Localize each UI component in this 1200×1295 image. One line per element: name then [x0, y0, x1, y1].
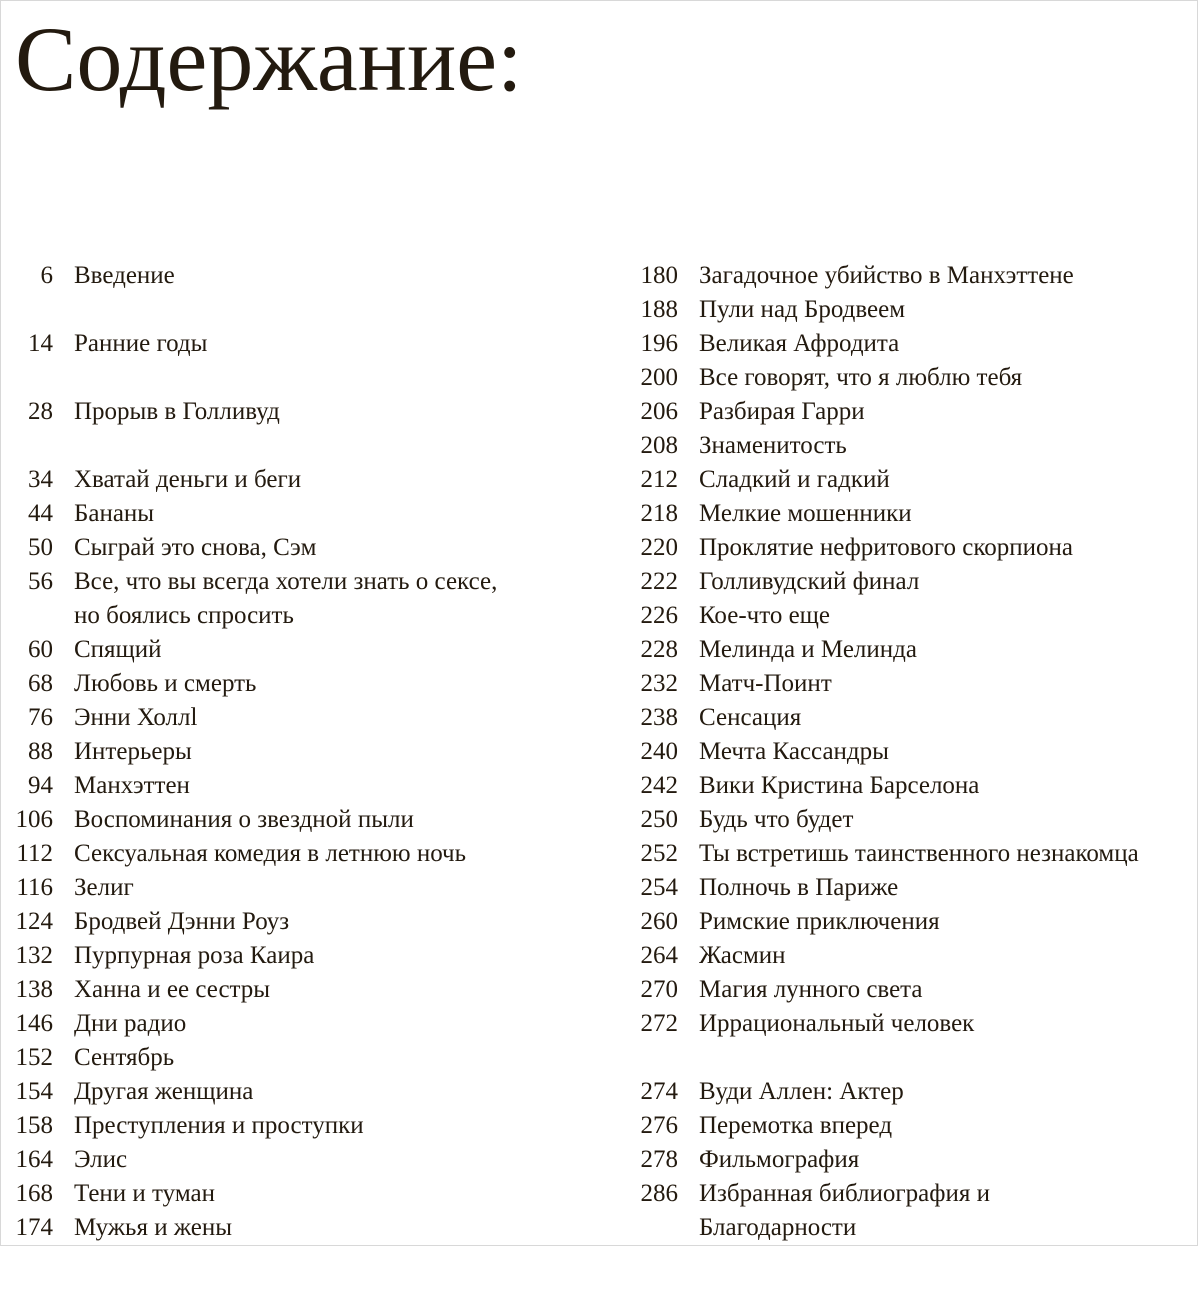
toc-page-number: 14 — [28, 330, 53, 357]
toc-entry-title: Полночь в Париже — [699, 874, 899, 901]
toc-page-number: 112 — [16, 840, 53, 867]
toc-entry-title: Перемотка вперед — [699, 1112, 893, 1139]
toc-entry-title: Вуди Аллен: Актер — [699, 1078, 904, 1105]
toc-entry-title: Будь что будет — [699, 806, 854, 833]
toc-entry — [1, 803, 601, 837]
toc-page-number: 270 — [640, 976, 678, 1003]
toc-page-number: 68 — [28, 670, 53, 697]
toc-page-number: 260 — [640, 908, 678, 935]
toc-entry-title: Любовь и смерть — [74, 670, 257, 697]
toc-entry-title: Все, что вы всегда хотели знать о сексе, но боялись спросить — [74, 568, 498, 629]
toc-entry — [611, 1177, 1199, 1245]
toc-entry-title: Кое-что еще — [699, 602, 831, 629]
toc-entry — [1, 735, 601, 769]
toc-entry-title: Иррациональный человек — [699, 1010, 975, 1037]
toc-entry-title: Магия лунного света — [699, 976, 923, 1003]
toc-entry — [611, 905, 1199, 939]
toc-entry-title: Бананы — [74, 500, 155, 527]
toc-entry — [1, 633, 601, 667]
toc-entry — [611, 497, 1199, 531]
toc-page-number: 220 — [640, 534, 678, 561]
toc-entry — [1, 871, 601, 905]
toc-entry — [1, 1143, 601, 1177]
toc-page-number: 138 — [15, 976, 53, 1003]
toc-entry — [1, 939, 601, 973]
toc-entry-title: Голливудский финал — [699, 568, 920, 595]
toc-entry — [1, 837, 601, 871]
toc-entry — [611, 463, 1199, 497]
toc-page-number: 232 — [640, 670, 678, 697]
toc-entry — [611, 837, 1199, 871]
toc-page-number: 272 — [640, 1010, 678, 1037]
toc-page-number: 212 — [640, 466, 678, 493]
toc-page-number: 168 — [15, 1180, 53, 1207]
toc-entry-title: Энни Холлl — [74, 704, 198, 731]
toc-entry-title: Преступления и проступки — [74, 1112, 364, 1139]
toc-entry-title: Элис — [74, 1146, 128, 1173]
toc-entry-title: Манхэттен — [74, 772, 190, 799]
toc-entry — [611, 531, 1199, 565]
toc-entry — [611, 1109, 1199, 1143]
toc-entry — [611, 565, 1199, 599]
toc-entry — [611, 735, 1199, 769]
toc-entry — [611, 1075, 1199, 1109]
toc-entry — [1, 1177, 601, 1211]
toc-page-number: 200 — [640, 364, 678, 391]
toc-page-number: 238 — [640, 704, 678, 731]
toc-entry-title: Сыграй это снова, Сэм — [74, 534, 317, 561]
toc-page-number: 274 — [640, 1078, 678, 1105]
toc-page-number: 124 — [15, 908, 53, 935]
toc-entry — [611, 769, 1199, 803]
toc-entry-title: Мелкие мошенники — [699, 500, 912, 527]
toc-entry — [1, 1211, 601, 1245]
toc-entry — [611, 803, 1199, 837]
toc-entry — [1, 463, 601, 497]
toc-entry — [611, 1007, 1199, 1041]
toc-entry-title: Хватай деньги и беги — [74, 466, 302, 493]
toc-entry-title: Ханна и ее сестры — [74, 976, 271, 1003]
toc-entry-title: Интерьеры — [74, 738, 192, 765]
toc-entry — [611, 939, 1199, 973]
toc-page-number: 146 — [15, 1010, 53, 1037]
toc-entry-title: Дни радио — [74, 1010, 187, 1037]
toc-page-number: 188 — [640, 296, 678, 323]
toc-page-number: 34 — [28, 466, 53, 493]
toc-page-number: 240 — [640, 738, 678, 765]
toc-entry-title: Мужья и жены — [74, 1214, 233, 1241]
toc-entry-title: Мелинда и Мелинда — [699, 636, 917, 663]
toc-entry — [611, 259, 1199, 293]
toc-entry-title: Воспоминания о звездной пыли — [74, 806, 414, 833]
toc-entry — [1, 1041, 601, 1075]
toc-page-number: 132 — [15, 942, 53, 969]
toc-entry — [1, 565, 601, 633]
toc-entry-title: Бродвей Дэнни Роуз — [74, 908, 290, 935]
toc-column-right — [611, 259, 1199, 1245]
toc-page-number: 106 — [15, 806, 53, 833]
toc-entry-title: Зелиг — [74, 874, 134, 901]
toc-page-number: 286 — [640, 1180, 678, 1207]
toc-page-number: 242 — [640, 772, 678, 799]
toc-page-number: 44 — [28, 500, 53, 527]
toc-entry — [1, 1007, 601, 1041]
toc-entry-title: Прорыв в Голливуд — [74, 398, 280, 425]
toc-entry — [611, 327, 1199, 361]
toc-entry-title: Фильмография — [699, 1146, 860, 1173]
toc-entry — [1, 259, 601, 293]
toc-page-number: 222 — [640, 568, 678, 595]
toc-entry — [1, 905, 601, 939]
toc-page-number: 50 — [28, 534, 53, 561]
toc-entry — [611, 633, 1199, 667]
toc-entry-title: Ты встретишь таинственного незнакомца — [699, 840, 1139, 867]
toc-entry — [1, 667, 601, 701]
toc-entry — [1, 1075, 601, 1109]
toc-entry — [1, 701, 601, 735]
toc-page-number: 152 — [15, 1044, 53, 1071]
toc-page-number: 228 — [640, 636, 678, 663]
toc-page-number: 164 — [15, 1146, 53, 1173]
toc-entry — [1, 327, 601, 361]
toc-entry-title: Другая женщина — [74, 1078, 254, 1105]
toc-page-number: 264 — [640, 942, 678, 969]
toc-entry-title: Жасмин — [699, 942, 786, 969]
toc-page-number: 252 — [640, 840, 678, 867]
toc-entry-title: Пурпурная роза Каира — [74, 942, 315, 969]
toc-entry — [611, 361, 1199, 395]
toc-page-number: 180 — [640, 262, 678, 289]
toc-page-number: 6 — [40, 262, 53, 289]
toc-entry — [611, 293, 1199, 327]
toc-entry-title: Ранние годы — [74, 330, 208, 357]
toc-page-number: 28 — [28, 398, 53, 425]
toc-page-number: 88 — [28, 738, 53, 765]
toc-page-number: 208 — [640, 432, 678, 459]
toc-entry — [1, 1109, 601, 1143]
toc-entry-title: Сенсация — [699, 704, 802, 731]
toc-entry-title: Сладкий и гадкий — [699, 466, 890, 493]
toc-entry — [1, 497, 601, 531]
toc-entry — [611, 701, 1199, 735]
toc-page-number: 60 — [28, 636, 53, 663]
toc-entry — [1, 395, 601, 429]
toc-page-number: 116 — [16, 874, 53, 901]
toc-entry-title: Введение — [74, 262, 175, 289]
toc-page-number: 76 — [28, 704, 53, 731]
toc-entry — [611, 395, 1199, 429]
toc-entry — [611, 599, 1199, 633]
toc-page-number: 158 — [15, 1112, 53, 1139]
page-title: Содержание: — [15, 8, 523, 110]
toc-page-number: 154 — [15, 1078, 53, 1105]
toc-entry-title: Вики Кристина Барселона — [699, 772, 980, 799]
toc-page-number: 206 — [640, 398, 678, 425]
toc-page-number: 94 — [28, 772, 53, 799]
toc-entry — [611, 667, 1199, 701]
toc-entry-title: Проклятие нефритового скорпиона — [699, 534, 1073, 561]
toc-entry-title: Все говорят, что я люблю тебя — [699, 364, 1023, 391]
toc-entry-title: Разбирая Гарри — [699, 398, 865, 425]
toc-page-number: 254 — [640, 874, 678, 901]
toc-entry-title: Великая Афродита — [699, 330, 900, 357]
toc-entry — [1, 769, 601, 803]
toc-entry-title: Римские приключения — [699, 908, 940, 935]
toc-entry-title: Избранная библиография и Благодарности — [699, 1180, 990, 1241]
toc-page-number: 226 — [640, 602, 678, 629]
toc-entry-title: Сексуальная комедия в летнюю ночь — [74, 840, 467, 867]
toc-entry-title: Пули над Бродвеем — [699, 296, 906, 323]
toc-entry-title: Сентябрь — [74, 1044, 175, 1071]
toc-entry — [611, 429, 1199, 463]
toc-entry-title: Тени и туман — [74, 1180, 215, 1207]
toc-page-number: 250 — [640, 806, 678, 833]
toc-entry — [611, 871, 1199, 905]
toc-page-number: 196 — [640, 330, 678, 357]
toc-page-number: 56 — [28, 568, 53, 595]
toc-entry-title: Спящий — [74, 636, 162, 663]
toc-entry-title: Мечта Кассандры — [699, 738, 889, 765]
toc-page-number: 276 — [640, 1112, 678, 1139]
toc-column-left — [1, 259, 601, 1245]
toc-page-number: 278 — [640, 1146, 678, 1173]
toc-page-number: 174 — [15, 1214, 53, 1241]
toc-entry — [1, 973, 601, 1007]
toc-entry — [611, 973, 1199, 1007]
toc-entry — [1, 531, 601, 565]
toc-entry-title: Матч-Поинт — [699, 670, 832, 697]
toc-entry-title: Загадочное убийство в Манхэттене — [699, 262, 1074, 289]
toc-entry-title: Знаменитость — [699, 432, 847, 459]
toc-page-number: 218 — [640, 500, 678, 527]
toc-entry — [611, 1143, 1199, 1177]
